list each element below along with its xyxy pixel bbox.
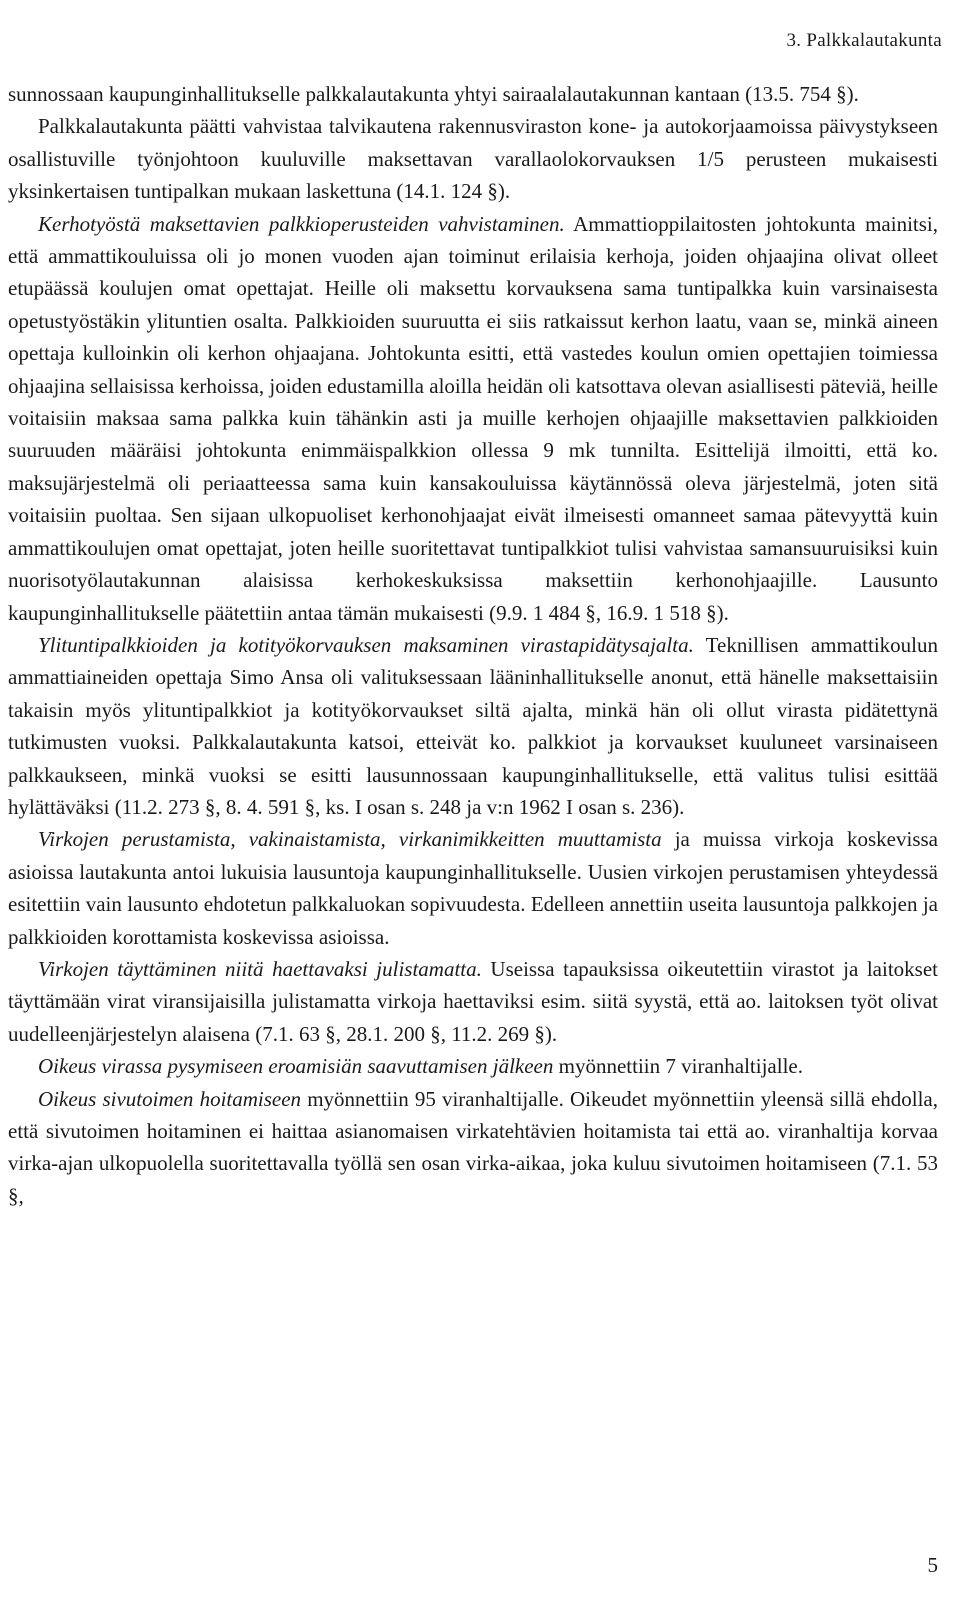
paragraph-continuation bbox=[8, 78, 938, 110]
section-heading: Oikeus sivutoimen hoitamiseen bbox=[38, 1086, 302, 1111]
paragraph bbox=[8, 823, 938, 953]
paragraph-text: Ammattioppilaitosten johtokunta mainitsi, että ammattikouluissa oli jo monen vuoden ajan toiminut erilaisia kerhoja, joiden ohjaajina olivat olleet etupäässä koulujen omat opettajat. Heille oli maksettu korvauksena sama tuntipalkka kuin varsinaisesta opetustyöstäkin ylituntien osalta. Palkkioiden suuruutta ei siis ratkaissut kerhon laatu, vaan se, minkä aineen opettaja kulloinkin oli kerhon ohjaajana. Johtokunta esitti, että vastedes koulun omien opettajien toimiessa ohjaajina sellaisissa kerhoissa, joiden edustamilla aloilla heidän oli katsottava olevan asiallisesti päteviä, heille voitaisiin maksaa sama palkka kuin tähänkin asti ja muille kerhojen ohjaajille maksettavien palkkioiden suuruuden määräisi johtokunta enimmäispalkkion ollessa 9 mk tunnilta. Esittelijä ilmoitti, että ko. maksujärjestelmä oli periaatteessa sama kuin kansakouluissa käytännössä oleva järjestelmä, joten sitä voitaisiin puoltaa. Sen sijaan ulkopuoliset kerhonohjaajat eivät ilmeisesti omanneet samaa pätevyyttä kuin ammattikoulujen omat opettajat, joten heille suoritettavat tuntipalkkiot tulisi vahvistaa samansuuruisiksi kuin nuorisotyölautakunnan alaisissa kerhokeskuksissa maksettiin kerhonohjaajille. Lausunto kaupunginhallitukselle päätettiin antaa tämän mukaisesti (9.9. 1 484 §, 16.9. 1 518 §). bbox=[8, 211, 938, 625]
paragraph-text: ja muissa virkoja koskevissa asioissa lautakunta antoi lukuisia lausuntoja kaupunginhallitukselle. Uusien virkojen perustamisen yhteydessä esitettiin vain lausunto ehdotetun palkkaluokan sopivuudesta. Edelleen annettiin useita lausuntoja palkkojen ja palkkioiden korottamista koskevissa asioissa. bbox=[8, 827, 938, 949]
section-heading: Ylituntipalkkioiden ja kotityökorvauksen maksaminen virastapidätysajalta. bbox=[38, 632, 694, 657]
section-heading: Oikeus virassa pysymiseen eroamisiän saavuttamisen jälkeen bbox=[38, 1054, 554, 1079]
paragraph bbox=[8, 629, 938, 823]
paragraph bbox=[8, 110, 938, 207]
paragraph bbox=[8, 1050, 938, 1082]
paragraph-text: Palkkalautakunta päätti vahvistaa talvikautena rakennusviraston kone- ja autokorjaamoissa päivystykseen osallistuville työnjohtoon kuuluville maksettavan varallaolokorvauksen 1/5 perusteen mukaisesti yksinkertaisen tuntipalkan mukaan laskettuna (14.1. 124 §). bbox=[8, 114, 938, 204]
paragraph-text: myönnettiin 95 viranhaltijalle. Oikeudet myönnettiin yleensä sillä ehdolla, että sivutoimen hoitaminen ei haittaa asianomaisen virkatehtävien hoitamista tai että ao. viranhaltija korvaa virka-ajan ulkopuolella suoritettavalla työllä sen osan virka-aikaa, joka kuluu sivutoimen hoitamiseen (7.1. 53 §, bbox=[8, 1086, 939, 1208]
paragraph-text: Teknillisen ammattikoulun ammattiaineiden opettaja Simo Ansa oli valituksessaan lääninhallitukselle anonut, että hänelle maksettaisiin takaisin myös ylituntipalkkiot ja kotityökorvaukset siltä ajalta, minkä hän oli ollut virasta pidätettynä tutkimusten vuoksi. Palkkalautakunta katsoi, etteivät ko. palkkiot ja korvaukset kuuluneet varsinaiseen palkkaukseen, minkä vuoksi se esitti lausunnossaan kaupunginhallitukselle, että valitus tulisi esittää hylättäväksi (11.2. 273 §, 8. 4. 591 §, ks. I osan s. 248 ja v:n 1962 I osan s. 236). bbox=[8, 632, 938, 819]
paragraph-text: Useissa tapauksissa oikeutettiin virastot ja laitokset täyttämään virat viransijaisilla julistamatta virkoja haettaviksi esim. siitä syystä, että ao. laitoksen työt olivat uudelleenjärjestelyn alaisena (7.1. 63 §, 28.1. 200 §, 11.2. 269 §). bbox=[8, 956, 938, 1046]
section-heading: Virkojen täyttäminen niitä haettavaksi julistamatta. bbox=[38, 956, 482, 981]
section-heading: Virkojen perustamista, vakinaistamista, virkanimikkeitten muuttamista bbox=[38, 827, 662, 852]
page-number: 5 bbox=[927, 1553, 938, 1577]
section-heading: Kerhotyöstä maksettavien palkkioperusteiden vahvistaminen. bbox=[38, 211, 565, 236]
paragraph bbox=[8, 1083, 938, 1213]
paragraph-text: myönnettiin 7 viranhaltijalle. bbox=[553, 1054, 803, 1079]
paragraph bbox=[8, 208, 938, 629]
body-text bbox=[8, 78, 938, 1212]
paragraph-text: sunnossaan kaupunginhallitukselle palkkalautakunta yhtyi sairaalalautakunnan kantaan (13.5. 754 §). bbox=[8, 82, 859, 106]
paragraph bbox=[8, 953, 938, 1050]
running-header: 3. Palkkalautakunta bbox=[786, 30, 942, 51]
